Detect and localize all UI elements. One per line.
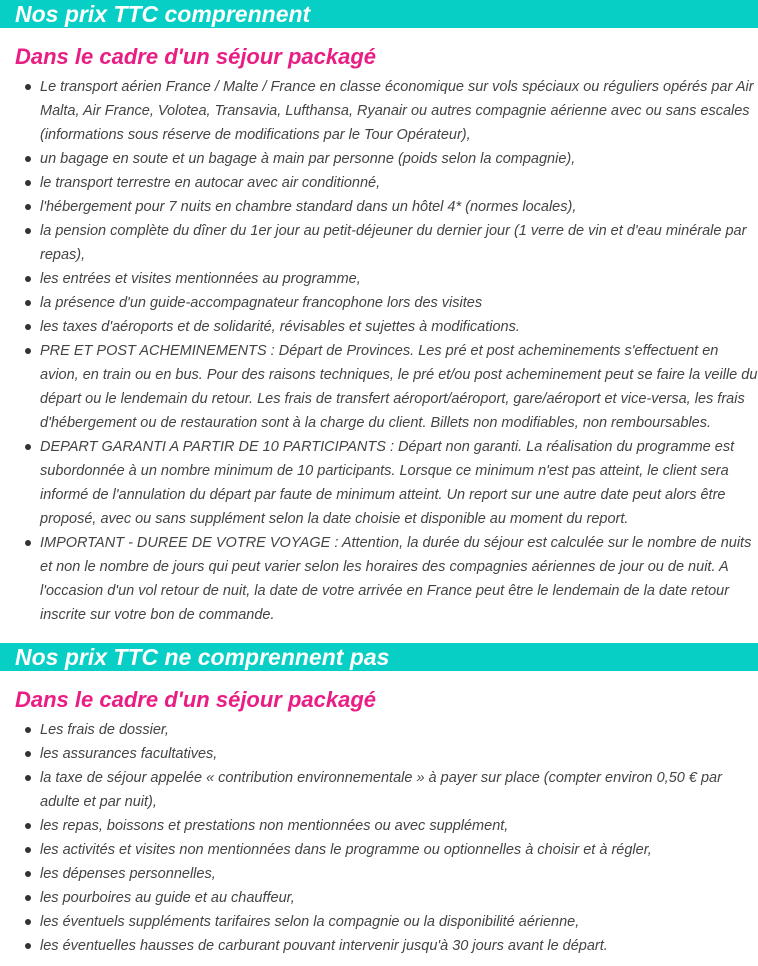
list-item: le transport terrestre en autocar avec air conditionné, — [40, 171, 758, 195]
included-list — [0, 75, 758, 627]
list-item: PRE ET POST ACHEMINEMENTS : Départ de Provinces. Les pré et post acheminements s'effectuent en avion, en train ou en bus. Pour des raisons techniques, le pré et/ou post acheminement peut se faire la veille du départ ou le lendemain du retour. Les frais de transfert aéroport/aéroport, gare/aéroport et vice-versa, les frais d'hébergement ou de restauration sont à la charge du client. Billets non modifiables, non remboursables. — [40, 339, 758, 435]
list-item: l'hébergement pour 7 nuits en chambre standard dans un hôtel 4* (normes locales), — [40, 195, 758, 219]
list-item: les éventuels suppléments tarifaires selon la compagnie ou la disponibilité aérienne, — [40, 910, 758, 934]
list-item: la pension complète du dîner du 1er jour au petit-déjeuner du dernier jour (1 verre de vin et d'eau minérale par repas), — [40, 219, 758, 267]
list-item: les assurances facultatives, — [40, 742, 758, 766]
list-item: la taxe de séjour appelée « contribution environnementale » à payer sur place (compter environ 0,50 € par adulte et par nuit), — [40, 766, 758, 814]
included-subheading: Dans le cadre d'un séjour packagé — [15, 44, 377, 69]
list-item: un bagage en soute et un bagage à main par personne (poids selon la compagnie), — [40, 147, 758, 171]
included-banner: Nos prix TTC comprennent — [0, 0, 758, 28]
list-item: IMPORTANT - DUREE DE VOTRE VOYAGE : Attention, la durée du séjour est calculée sur le nombre de nuits et non le nombre de jours qui peut varier selon les horaires des compagnies aériennes de jour ou de nuit. A l'occasion d'un vol retour de nuit, la date de votre arrivée en France peut être le lendemain de la date retour inscrite sur votre bon de commande. — [40, 531, 758, 627]
list-item: les taxes d'aéroports et de solidarité, révisables et sujettes à modifications. — [40, 315, 758, 339]
list-item: les repas, boissons et prestations non mentionnées ou avec supplément, — [40, 814, 758, 838]
excluded-subheading: Dans le cadre d'un séjour packagé — [15, 687, 377, 712]
excluded-list — [0, 718, 758, 958]
list-item: les pourboires au guide et au chauffeur, — [40, 886, 758, 910]
list-item: les dépenses personnelles, — [40, 862, 758, 886]
excluded-banner: Nos prix TTC ne comprennent pas — [0, 643, 758, 671]
list-item: Le transport aérien France / Malte / France en classe économique sur vols spéciaux ou réguliers opérés par Air Malta, Air France, Volotea, Transavia, Lufthansa, Ryanair ou autres compagnie aérienne avec ou sans escales (informations sous réserve de modifications par le Tour Opérateur), — [40, 75, 758, 147]
excluded-section — [0, 643, 758, 958]
list-item: la présence d'un guide-accompagnateur francophone lors des visites — [40, 291, 758, 315]
list-item: les éventuelles hausses de carburant pouvant intervenir jusqu'à 30 jours avant le départ. — [40, 934, 758, 958]
list-item: Les frais de dossier, — [40, 718, 758, 742]
list-item: les activités et visites non mentionnées dans le programme ou optionnelles à choisir et à régler, — [40, 838, 758, 862]
list-item: les entrées et visites mentionnées au programme, — [40, 267, 758, 291]
list-item: DEPART GARANTI A PARTIR DE 10 PARTICIPANTS : Départ non garanti. La réalisation du programme est subordonnée à un nombre minimum de 10 participants. Lorsque ce minimum n'est pas atteint, le client sera informé de l'annulation du départ par faute de minimum atteint. Un report sur une autre date peut alors être proposé, avec ou sans supplément selon la date choisie et disponible au moment du report. — [40, 435, 758, 531]
